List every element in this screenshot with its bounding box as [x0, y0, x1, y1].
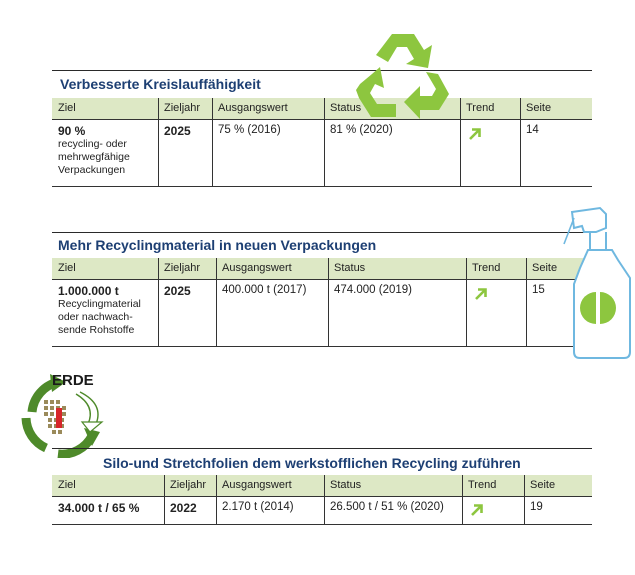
- up-right-arrow-icon: [470, 503, 484, 517]
- ziel-detail: oder nachwach-: [58, 311, 133, 323]
- col-status: Status: [330, 102, 362, 114]
- col-seite: Seite: [532, 262, 558, 274]
- top-rule: [52, 448, 592, 449]
- col-ziel: Ziel: [58, 102, 76, 114]
- col-status: Status: [334, 262, 366, 274]
- divider: [164, 475, 165, 524]
- cell-ausgangswert: 2.170 t (2014): [222, 501, 294, 513]
- divider: [466, 258, 467, 346]
- cell-ziel: [52, 496, 164, 524]
- cell-ziel: [52, 279, 158, 346]
- spray-bottle-icon: [560, 204, 632, 360]
- cell-seite: 19: [530, 501, 543, 513]
- ziel-value: 34.000 t / 65 %: [58, 501, 140, 515]
- divider: [324, 475, 325, 524]
- table-row: [52, 496, 592, 525]
- divider: [524, 475, 525, 524]
- cell-status: 474.000 (2019): [334, 284, 413, 296]
- section-title: Verbesserte Kreislauffähigkeit: [60, 76, 261, 92]
- ziel-detail: recycling- oder: [58, 138, 127, 150]
- col-status: Status: [330, 479, 362, 491]
- up-right-arrow-icon: [474, 287, 488, 301]
- recycle-icon: [352, 28, 456, 120]
- col-ausgangswert: Ausgangswert: [222, 262, 292, 274]
- section-title: Silo-und Stretchfolien dem werkstofflichen Recycling zuführen: [103, 455, 521, 471]
- cell-seite: 15: [532, 284, 545, 296]
- section-title: Mehr Recyclingmaterial in neuen Verpackungen: [58, 237, 377, 253]
- cell-ziel: [52, 119, 158, 186]
- col-trend: Trend: [466, 102, 495, 114]
- col-ausgangswert: Ausgangswert: [222, 479, 292, 491]
- zieljahr-value: 2025: [164, 284, 191, 298]
- ziel-value: 1.000.000 t: [58, 284, 119, 298]
- divider: [462, 475, 463, 524]
- divider: [212, 98, 213, 186]
- ziel-detail: mehrwegfähige: [58, 151, 130, 163]
- divider: [328, 258, 329, 346]
- cell-ausgangswert: 400.000 t (2017): [222, 284, 307, 296]
- cell-zieljahr: [158, 119, 212, 186]
- cell-trend: [462, 496, 524, 524]
- table-header-row: [52, 475, 592, 497]
- cell-trend: [466, 279, 526, 346]
- cell-trend: [460, 119, 520, 186]
- ziel-detail: Recyclingmaterial: [58, 298, 141, 310]
- col-ausgangswert: Ausgangswert: [218, 102, 288, 114]
- divider: [526, 258, 527, 346]
- col-trend: Trend: [472, 262, 501, 274]
- divider: [520, 98, 521, 186]
- col-trend: Trend: [468, 479, 497, 491]
- top-rule: [52, 232, 592, 233]
- cell-status: 26.500 t / 51 % (2020): [330, 501, 444, 513]
- zieljahr-value: 2025: [164, 124, 191, 138]
- table-header-row: [52, 98, 592, 120]
- ziel-detail: Verpackungen: [58, 164, 126, 176]
- table-row: [52, 119, 592, 187]
- logo-text: ERDE: [52, 372, 94, 389]
- ziel-detail: sende Rohstoffe: [58, 324, 135, 336]
- col-zieljahr: Zieljahr: [170, 479, 207, 491]
- cell-status: 81 % (2020): [330, 124, 393, 136]
- zieljahr-value: 2022: [170, 501, 197, 515]
- col-ziel: Ziel: [58, 262, 76, 274]
- top-rule: [52, 70, 592, 71]
- col-zieljahr: Zieljahr: [164, 262, 201, 274]
- up-right-arrow-icon: [468, 127, 482, 141]
- erde-logo: [18, 372, 122, 458]
- col-zieljahr: Zieljahr: [164, 102, 201, 114]
- cell-ausgangswert: 75 % (2016): [218, 124, 281, 136]
- table-row: [52, 279, 592, 347]
- divider: [216, 475, 217, 524]
- divider: [158, 258, 159, 346]
- divider: [216, 258, 217, 346]
- ziel-value: 90 %: [58, 124, 86, 138]
- cell-seite: 14: [526, 124, 539, 136]
- divider: [460, 98, 461, 186]
- divider: [158, 98, 159, 186]
- cell-zieljahr: [158, 279, 216, 346]
- divider: [324, 98, 325, 186]
- table-header-row: [52, 258, 592, 280]
- cell-zieljahr: [164, 496, 216, 524]
- col-ziel: Ziel: [58, 479, 76, 491]
- col-seite: Seite: [526, 102, 552, 114]
- col-seite: Seite: [530, 479, 556, 491]
